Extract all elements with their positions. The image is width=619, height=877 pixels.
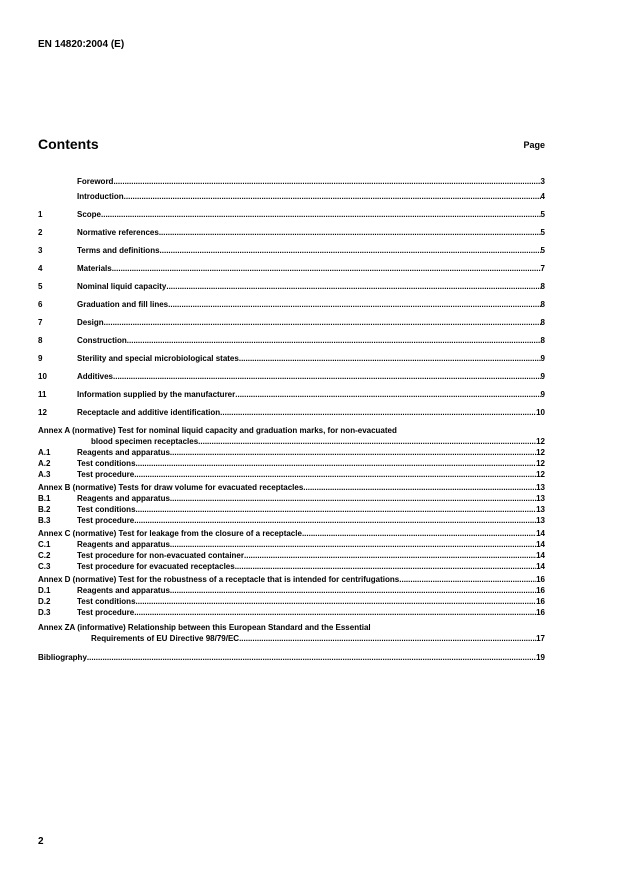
annex-d	[38, 574, 545, 618]
entry-number: B.1	[38, 494, 51, 503]
entry-number: 10	[38, 372, 47, 381]
entry-label: Design	[77, 318, 104, 327]
page-number: 3	[540, 177, 545, 186]
page-number: 8	[540, 318, 545, 327]
leader-dots	[239, 633, 536, 644]
entry-label: Nominal liquid capacity	[77, 282, 167, 291]
annex-subsection-entry[interactable]	[38, 550, 545, 561]
leader-dots	[87, 652, 536, 663]
page-number: 4	[540, 192, 545, 201]
leader-dots	[170, 539, 536, 550]
leader-dots	[134, 515, 536, 526]
leader-dots	[166, 281, 540, 292]
bibliography-entry[interactable]	[38, 652, 545, 663]
entry-label: Information supplied by the manufacturer	[77, 390, 236, 399]
entry-label: Materials	[77, 264, 112, 273]
entry-number: 2	[38, 228, 43, 237]
annex-b-title[interactable]	[38, 482, 545, 493]
page-number: 12	[536, 459, 545, 468]
leader-dots	[170, 493, 536, 504]
entry-number: 3	[38, 246, 43, 255]
page-number: 16	[536, 575, 545, 584]
entry-number: D.3	[38, 608, 51, 617]
toc-entry[interactable]	[38, 281, 545, 292]
entry-number: C.3	[38, 562, 51, 571]
page-number: 14	[536, 529, 545, 538]
annex-a-title-line2[interactable]	[38, 436, 545, 447]
leader-dots	[136, 458, 537, 469]
entry-number: D.2	[38, 597, 51, 606]
leader-dots	[134, 469, 536, 480]
entry-label: Normative references	[77, 228, 159, 237]
entry-label: Sterility and special microbiological states	[77, 354, 239, 363]
page-number: 12	[536, 470, 545, 479]
annex-za	[38, 622, 545, 644]
page-number: 9	[540, 390, 545, 399]
annex-d-title-label: Annex D (normative) Test for the robustness of a receptacle that is intended for centrifugations	[38, 575, 400, 584]
leader-dots	[235, 561, 536, 572]
annex-b-title-label: Annex B (normative) Tests for draw volume for evacuated receptacles	[38, 483, 304, 492]
toc-entry[interactable]	[38, 176, 545, 187]
page-number: 12	[536, 448, 545, 457]
page-number: 9	[540, 354, 545, 363]
entry-number: A.1	[38, 448, 51, 457]
leader-dots	[198, 436, 536, 447]
entry-label: Test procedure for non-evacuated container	[77, 551, 244, 560]
entry-number: 5	[38, 282, 43, 291]
leader-dots	[101, 209, 541, 220]
page-number: 8	[540, 282, 545, 291]
leader-dots	[113, 176, 540, 187]
toc-entry[interactable]	[38, 227, 545, 238]
entry-number: 4	[38, 264, 43, 273]
entry-number: C.2	[38, 551, 51, 560]
page-number: 7	[540, 264, 545, 273]
entry-label: Additives	[77, 372, 114, 381]
leader-dots	[127, 335, 541, 346]
table-of-contents	[38, 176, 545, 663]
page-number: 5	[540, 210, 545, 219]
clause-list	[38, 176, 545, 418]
page-number: 13	[536, 483, 545, 492]
toc-entry[interactable]	[38, 191, 545, 202]
toc-entry[interactable]	[38, 335, 545, 346]
entry-number: C.1	[38, 540, 51, 549]
annex-c-title[interactable]	[38, 528, 545, 539]
annex-subsection-entry[interactable]	[38, 607, 545, 618]
page-number: 8	[540, 300, 545, 309]
entry-number: B.2	[38, 505, 51, 514]
annex-subsection-entry[interactable]	[38, 585, 545, 596]
entry-number: 8	[38, 336, 43, 345]
annex-subsection-entry[interactable]	[38, 504, 545, 515]
entry-label: Reagents and apparatus	[77, 494, 170, 503]
page-number: 16	[536, 597, 545, 606]
annex-c	[38, 528, 545, 572]
leader-dots	[134, 607, 536, 618]
annex-subsection-entry[interactable]	[38, 447, 545, 458]
annex-subsection-entry[interactable]	[38, 469, 545, 480]
annex-subsection-entry[interactable]	[38, 515, 545, 526]
page-number: 13	[536, 494, 545, 503]
entry-number: 9	[38, 354, 43, 363]
bibliography-label: Bibliography	[38, 653, 87, 662]
entry-label: Construction	[77, 336, 127, 345]
entry-label: Test procedure	[77, 470, 135, 479]
leader-dots	[160, 245, 541, 256]
toc-entry[interactable]	[38, 245, 545, 256]
leader-dots	[302, 528, 536, 539]
leader-dots	[136, 504, 537, 515]
toc-entry[interactable]	[38, 353, 545, 364]
leader-dots	[159, 227, 541, 238]
entry-label: Reagents and apparatus	[77, 586, 170, 595]
page-number: 13	[536, 505, 545, 514]
toc-entry[interactable]	[38, 407, 545, 418]
annex-a-title-line2-label: blood specimen receptacles	[91, 437, 199, 446]
page-number: 14	[536, 562, 545, 571]
annex-subsection-entry[interactable]	[38, 561, 545, 572]
entry-number: A.3	[38, 470, 51, 479]
annex-d-title[interactable]	[38, 574, 545, 585]
annex-c-title-label: Annex C (normative) Test for leakage from the closure of a receptacle	[38, 529, 302, 538]
toc-entry[interactable]	[38, 299, 545, 310]
entry-number: 12	[38, 408, 47, 417]
page-number: 19	[536, 653, 545, 662]
leader-dots	[104, 317, 541, 328]
entry-label: Scope	[77, 210, 102, 219]
leader-dots	[112, 263, 541, 274]
entry-label: Test procedure	[77, 516, 135, 525]
page-number: 14	[536, 540, 545, 549]
page-title: Contents	[38, 136, 99, 152]
entry-number: B.3	[38, 516, 51, 525]
leader-dots	[235, 389, 540, 400]
entry-number: D.1	[38, 586, 51, 595]
toc-entry[interactable]	[38, 389, 545, 400]
page-number: 17	[536, 634, 545, 643]
annex-za-title-line2-label: Requirements of EU Directive 98/79/EC	[91, 634, 240, 643]
page-number: 12	[536, 437, 545, 446]
annex-subsection-entry[interactable]	[38, 493, 545, 504]
page-number: 10	[536, 408, 545, 417]
toc-entry[interactable]	[38, 263, 545, 274]
leader-dots	[303, 482, 536, 493]
page-number: 5	[540, 246, 545, 255]
toc-entry[interactable]	[38, 209, 545, 220]
entry-label: Test conditions	[77, 459, 136, 468]
entry-label: Terms and definitions	[77, 246, 160, 255]
annex-za-title-line1[interactable]: Annex ZA (informative) Relationship between this European Standard and the Essential	[38, 623, 371, 632]
document-id-header: EN 14820:2004 (E)	[38, 39, 125, 50]
entry-number: A.2	[38, 459, 51, 468]
entry-label: Foreword	[77, 177, 114, 186]
toc-entry[interactable]	[38, 371, 545, 382]
entry-number: 7	[38, 318, 43, 327]
entry-number: 1	[38, 210, 43, 219]
page-number: 8	[540, 336, 545, 345]
entry-label: Reagents and apparatus	[77, 540, 170, 549]
leader-dots	[168, 299, 540, 310]
page-number: 16	[536, 608, 545, 617]
leader-dots	[399, 574, 536, 585]
page-number: 16	[536, 586, 545, 595]
page-column-label: Page	[523, 140, 545, 150]
entry-number: 11	[38, 390, 47, 399]
page-number: 14	[536, 551, 545, 560]
page-number: 5	[540, 228, 545, 237]
page-footer-number: 2	[38, 836, 44, 847]
leader-dots	[220, 407, 536, 418]
annex-a	[38, 425, 545, 480]
entry-label: Test conditions	[77, 505, 136, 514]
annex-subsection-entry[interactable]	[38, 596, 545, 607]
entry-number: 6	[38, 300, 43, 309]
leader-dots	[170, 447, 536, 458]
entry-label: Receptacle and additive identification	[77, 408, 221, 417]
leader-dots	[124, 191, 541, 202]
annex-subsection-entry[interactable]	[38, 539, 545, 550]
leader-dots	[170, 585, 536, 596]
annex-subsection-entry[interactable]	[38, 458, 545, 469]
leader-dots	[244, 550, 536, 561]
entry-label: Reagents and apparatus	[77, 448, 170, 457]
annex-a-title-line1[interactable]: Annex A (normative) Test for nominal liquid capacity and graduation marks, for non-evacuated	[38, 426, 397, 435]
entry-label: Test procedure	[77, 608, 135, 617]
leader-dots	[113, 371, 541, 382]
entry-label: Test conditions	[77, 597, 136, 606]
toc-entry[interactable]	[38, 317, 545, 328]
page-number: 9	[540, 372, 545, 381]
annex-za-title-line2[interactable]	[38, 633, 545, 644]
page-number: 13	[536, 516, 545, 525]
entry-label: Graduation and fill lines	[77, 300, 169, 309]
entry-label: Introduction	[77, 192, 124, 201]
entry-label: Test procedure for evacuated receptacles	[77, 562, 235, 571]
annex-b	[38, 482, 545, 526]
leader-dots	[239, 353, 541, 364]
leader-dots	[136, 596, 537, 607]
